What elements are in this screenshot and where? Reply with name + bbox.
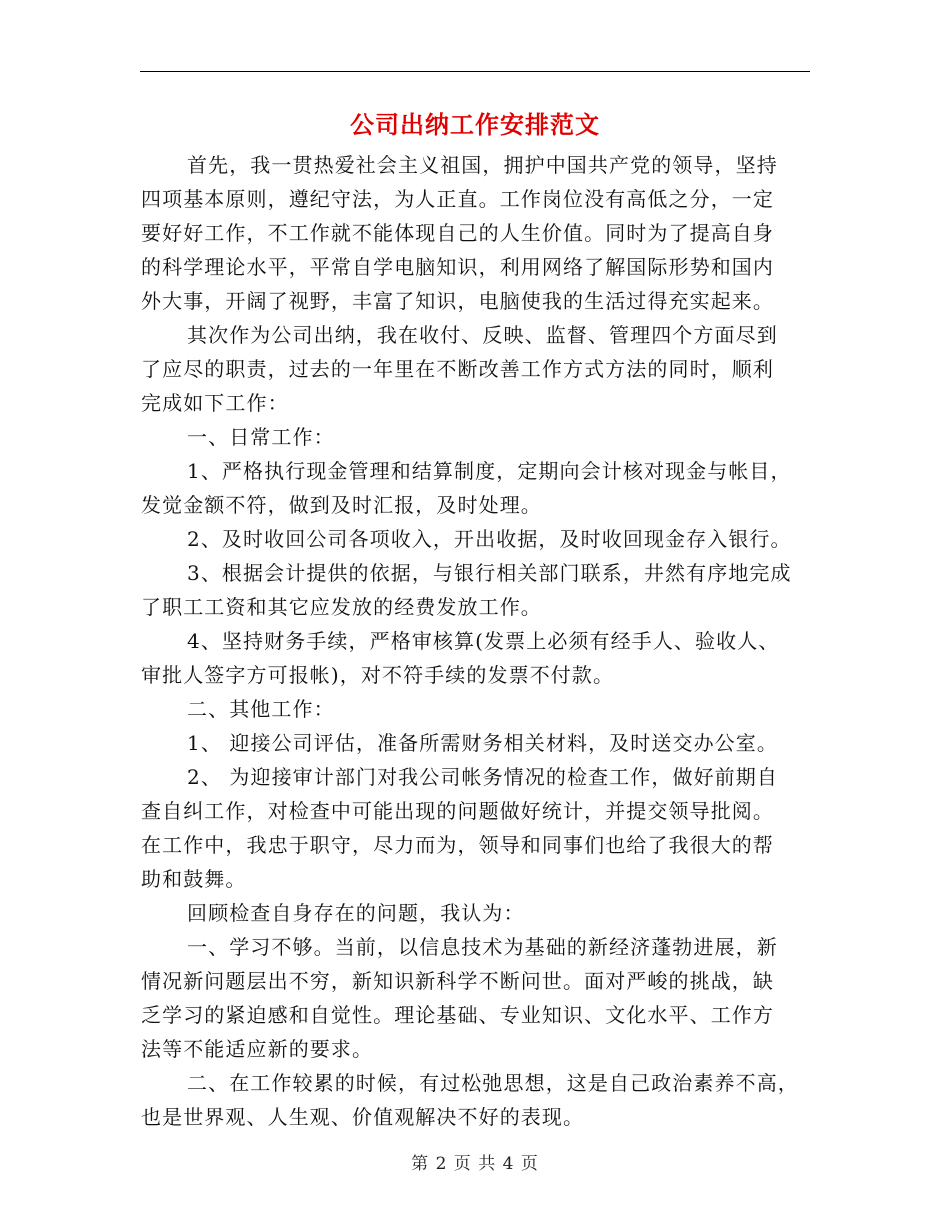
list-item-line: 2、 为迎接审计部门对我公司帐务情况的检查工作，做好前期自	[187, 765, 778, 789]
paragraph-line: 一、学习不够。当前，以信息技术为基础的新经济蓬勃进展，新	[187, 935, 778, 959]
header-rule	[140, 71, 810, 72]
paragraph-line: 法等不能适应新的要求。	[141, 1037, 374, 1061]
section-heading: 一、日常工作：	[187, 425, 335, 449]
list-item-line: 审批人签字方可报帐)，对不符手续的发票不付款。	[141, 663, 615, 687]
paragraph-line: 首先，我一贯热爱社会主义祖国，拥护中国共产党的领导，坚持	[187, 153, 778, 177]
section-heading: 二、其他工作：	[187, 697, 335, 721]
paragraph-line: 外大事，开阔了视野，丰富了知识，电脑使我的生活过得充实起来。	[141, 289, 774, 313]
paragraph-line: 乏学习的紧迫感和自觉性。理论基础、专业知识、文化水平、工作方	[141, 1003, 774, 1027]
paragraph-line: 在工作中，我忠于职守，尽力而为，领导和同事们也给了我很大的帮	[141, 833, 774, 857]
paragraph-line: 情况新问题层出不穷，新知识新科学不断问世。面对严峻的挑战，缺	[141, 969, 774, 993]
paragraph-line: 助和鼓舞。	[141, 867, 247, 891]
list-item-line: 1、严格执行现金管理和结算制度，定期向会计核对现金与帐目，	[187, 459, 792, 483]
page-number: 第 2 页 共 4 页	[411, 1154, 539, 1174]
list-item-line: 2、及时收回公司各项收入，开出收据，及时收回现金存入银行。	[187, 527, 792, 551]
list-item-line: 发觉金额不符，做到及时汇报，及时处理。	[141, 493, 542, 517]
paragraph-line: 的科学理论水平，平常自学电脑知识，利用网络了解国际形势和国内	[141, 255, 774, 279]
list-item-line: 查自纠工作，对检查中可能出现的问题做好统计，并提交领导批阅。	[141, 799, 774, 823]
document-body	[141, 148, 811, 1134]
list-item-line: 4、坚持财务手续，严格审核算(发票上必须有经手人、验收人、	[187, 629, 780, 653]
paragraph-line: 四项基本原则，遵纪守法，为人正直。工作岗位没有高低之分，一定	[141, 187, 774, 211]
list-item-line: 3、根据会计提供的依据，与银行相关部门联系，井然有序地完成	[187, 561, 792, 585]
paragraph-line: 回顾检查自身存在的问题，我认为：	[187, 901, 525, 925]
paragraph-line: 其次作为公司出纳，我在收付、反映、监督、管理四个方面尽到	[187, 323, 778, 347]
paragraph-line: 了应尽的职责，过去的一年里在不断改善工作方式方法的同时，顺利	[141, 357, 774, 381]
paragraph-line: 完成如下工作：	[141, 391, 289, 415]
list-item-line: 1、 迎接公司评估，准备所需财务相关材料，及时送交办公室。	[187, 731, 778, 755]
paragraph-line: 也是世界观、人生观、价值观解决不好的表现。	[141, 1105, 585, 1129]
document-title: 公司出纳工作安排范文	[350, 111, 600, 139]
list-item-line: 了职工工资和其它应发放的经费发放工作。	[141, 595, 542, 619]
paragraph-line: 要好好工作，不工作就不能体现自己的人生价值。同时为了提高自身	[141, 221, 774, 245]
paragraph-line: 二、在工作较累的时候，有过松弛思想，这是自己政治素养不高，	[187, 1071, 799, 1095]
